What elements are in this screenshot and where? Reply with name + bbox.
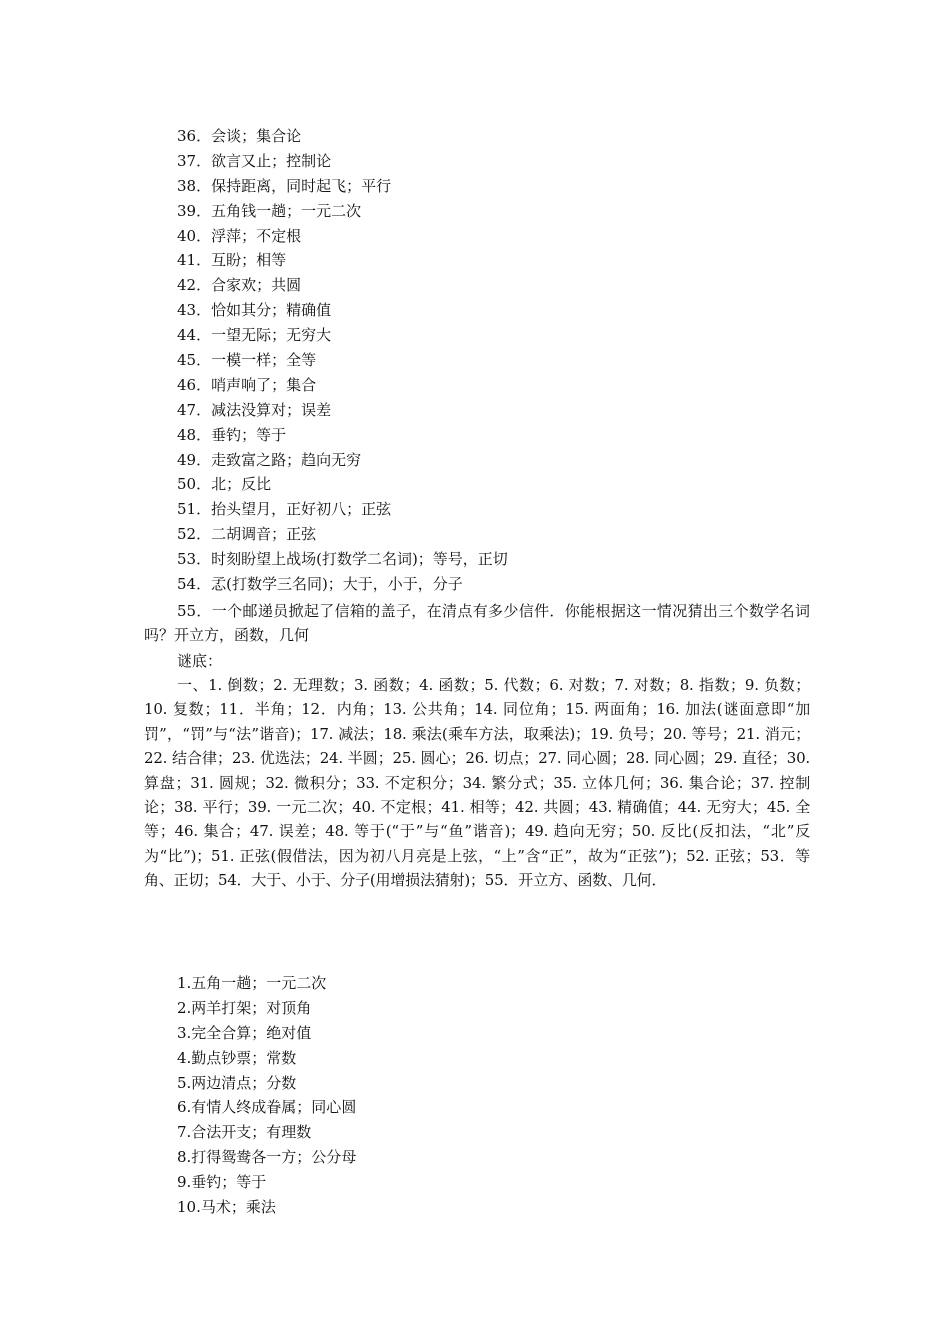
list-item: 53．时刻盼望上战场(打数学二名词)；等号，正切 — [177, 550, 508, 569]
list-item: 41．互盼；相等 — [177, 251, 287, 270]
list-item: 4.勤点钞票；常数 — [177, 1048, 297, 1067]
list-item: 45．一模一样；全等 — [177, 351, 317, 370]
list-item: 39．五角钱一趟；一元二次 — [177, 201, 362, 220]
riddle-list-part-2 — [177, 971, 817, 1220]
list-item: 43．恰如其分；精确值 — [177, 301, 332, 320]
list-item: 42．合家欢；共圆 — [177, 276, 302, 295]
list-item: 7.合法开支；有理数 — [177, 1123, 312, 1142]
answers-paragraph: 一、1. 倒数；2. 无理数；3. 函数；4. 函数；5. 代数；6. 对数；7. 对数；8. 指数；9. 负数；10. 复数；11．半角；12．内角；13. 公共角；14. 同位角；15. 两面角；16. 加法(谜面意即“加罚”，“罚”与“法”谐音)；17. 减法；18. 乘法(乘车方法，取乘法)；19. 负号；20. 等号；21. 消元；22. 结合律；23. 优选法；24. 半圆；25. 圆心；26. 切点；27. 同心圆；28. 同心圆；29. 直径；30. 算盘；31. 圆规；32. 微积分；33. 不定积分；34. 繁分式；35. 立体几何；36. 集合论；37. 控制论；38. 平行；39. 一元二次；40. 不定根；41. 相等；42. 共圆；43. 精确值；44. 无穷大；45. 全等；46. 集合；47. 误差；48. 等于(“于”与“鱼”谐音)；49. 趋向无穷；50. 反比(反扣法，“北”反为“比”)；51. 正弦(假借法，因为初八月亮是上弦，“上”含“正”，故为“正弦”)；52. 正弦；53．等角、正切；54．大于、小于、分子(用增损法猜射)；55．开立方、函数、几何． — [144, 676, 810, 890]
list-item: 38．保持距离，同时起飞；平行 — [177, 176, 392, 195]
list-item: 48．垂钓；等于 — [177, 425, 287, 444]
answer-heading: 谜底： — [177, 652, 223, 670]
list-item: 54．孞(打数学三名同)；大于，小于，分子 — [177, 575, 463, 594]
list-item: 3.完全合算；绝对值 — [177, 1023, 312, 1042]
list-item: 46．哨声响了；集合 — [177, 375, 317, 394]
list-item: 37．欲言又止；控制论 — [177, 151, 332, 170]
list-item: 50．北；反比 — [177, 475, 272, 494]
list-item: 2.两羊打架；对顶角 — [177, 998, 312, 1017]
list-item: 9.垂钓；等于 — [177, 1173, 267, 1192]
list-item: 52．二胡调音；正弦 — [177, 525, 317, 544]
list-item: 40．浮萍；不定根 — [177, 226, 302, 245]
list-item: 6.有情人终成眷属；同心圆 — [177, 1098, 357, 1117]
list-item: 36．会谈；集合论 — [177, 127, 302, 145]
list-item: 1.五角一趟；一元二次 — [177, 974, 327, 992]
riddle-55-paragraph: 55．一个邮递员掀起了信箱的盖子，在清点有多少信件．你能根据这一情况猜出三个数学名词吗？开立方，函数，几何 — [144, 602, 810, 645]
list-item: 44．一望无际；无穷大 — [177, 326, 332, 345]
list-item: 49．走致富之路；趋向无穷 — [177, 450, 362, 469]
list-item: 5.两边清点；分数 — [177, 1073, 297, 1092]
list-item: 47．减法没算对；误差 — [177, 400, 332, 419]
list-item: 51．抬头望月，正好初八；正弦 — [177, 500, 392, 519]
list-item: 8.打得鸳鸯各一方；公分母 — [177, 1148, 357, 1167]
list-item: 10.马术；乘法 — [177, 1198, 276, 1217]
riddle-list-part-1 — [177, 124, 817, 597]
